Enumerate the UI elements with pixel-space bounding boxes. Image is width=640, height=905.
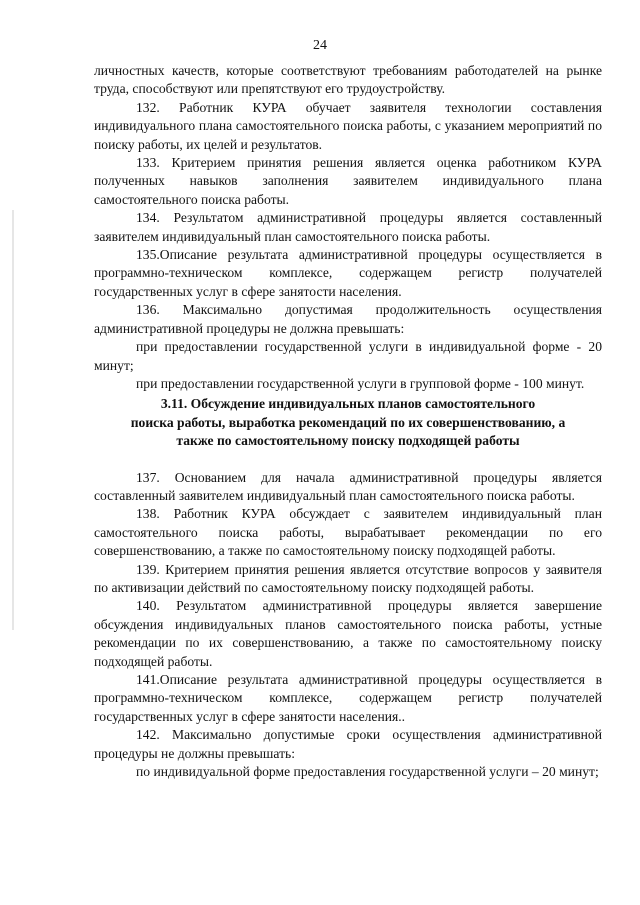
paragraph-139: 139. Критерием принятия решения является отсутствие вопросов у заявителя по активизации действий по самостоятельному поиску подходящей работы. bbox=[94, 561, 602, 595]
paragraph-140: 140. Результатом административной процедуры является завершение обсуждения индивидуальных планов самостоятельного поиска работы, устные рекомендации по их совершенствованию, а также по самостоятельному поиску подходящей работы. bbox=[94, 598, 602, 669]
paragraph-133: 133. Критерием принятия решения является оценка работником КУРА полученных навыков заполнения заявителем индивидуального плана самостоятельного поиска работы. bbox=[94, 155, 602, 207]
paragraph-138: 138. Работник КУРА обсуждает с заявителем индивидуальный план самостоятельного поиска работы, вырабатывает рекомендации по его совершенствованию, а также по самостоятельному поиску подходящей работы. bbox=[94, 506, 602, 559]
section-heading-line-1: 3.11. Обсуждение индивидуальных планов самостоятельного bbox=[160, 396, 536, 412]
paragraph-continuation: личностных качеств, которые соответствуют требованиям работодателей на рынке труда, способствуют или препятствуют его трудоустройству. bbox=[94, 63, 602, 97]
paragraph-136-individual: при предоставлении государственной услуги в индивидуальной форме - 20 минут; bbox=[94, 339, 602, 373]
section-heading-line-2: поиска работы, выработка рекомендаций по их совершенствованию, а bbox=[130, 414, 566, 430]
document-body bbox=[94, 62, 602, 781]
paragraph-141: 141.Описание результата административной процедуры осуществляется в программно-техническом комплексе, содержащем регистр получателей государственных услуг в сфере занятости населения.. bbox=[94, 672, 602, 724]
section-heading-line-3: также по самостоятельному поиску подходящей работы bbox=[176, 433, 520, 449]
paragraph-142: 142. Максимально допустимые сроки осуществления административной процедуры не должны превышать: bbox=[94, 727, 602, 761]
page-number: 24 bbox=[313, 38, 327, 53]
paragraph-137: 137. Основанием для начала административной процедуры является составленный заявителем индивидуальный план самостоятельного поиска работы. bbox=[94, 469, 602, 503]
paragraph-136-group: при предоставлении государственной услуги в групповой форме - 100 минут. bbox=[136, 375, 585, 391]
paragraph-132: 132. Работник КУРА обучает заявителя технологии составления индивидуального плана самостоятельного поиска работы, с указанием мероприятий по поиску работы, их целей и результатов. bbox=[94, 99, 602, 152]
paragraph-134: 134. Результатом административной процедуры является составленный заявителем индивидуальный план самостоятельного поиска работы. bbox=[94, 210, 602, 244]
paragraph-135: 135.Описание результата административной процедуры осуществляется в программно-техническом комплексе, содержащем регистр получателей государственных услуг в сфере занятости населения. bbox=[94, 247, 602, 299]
scan-edge-mark bbox=[12, 210, 14, 630]
paragraph-136: 136. Максимально допустимая продолжительность осуществления административной процедуры не должна превышать: bbox=[94, 302, 602, 336]
paragraph-142-individual: по индивидуальной форме предоставления государственной услуги – 20 минут; bbox=[136, 764, 599, 780]
section-heading bbox=[94, 395, 602, 450]
